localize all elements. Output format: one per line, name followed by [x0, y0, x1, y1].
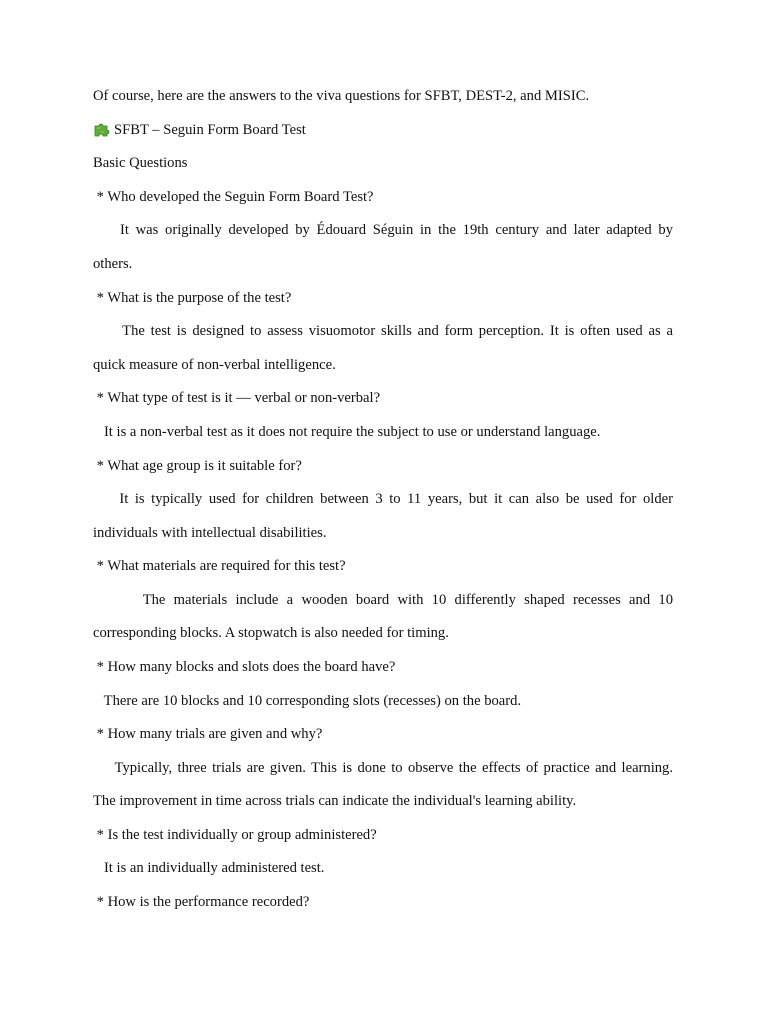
question-1: * Who developed the Seguin Form Board Test? — [93, 189, 374, 205]
question-9: * How is the performance recorded? — [93, 894, 310, 910]
section-title: SFBT – Seguin Form Board Test — [114, 122, 306, 138]
intro-text: Of course, here are the answers to the viva questions for SFBT, DEST-2, and MISIC. — [93, 88, 590, 104]
question-8: * Is the test individually or group administered? — [93, 827, 377, 843]
answer-5-line-2: corresponding blocks. A stopwatch is also needed for timing. — [93, 625, 449, 641]
answer-1-line-1: It was originally developed by Édouard Séguin in the 19th century and later adapted by — [93, 222, 674, 238]
answer-4-line-1: It is typically used for children between 3 to 11 years, but it can also be used for older — [93, 491, 673, 507]
question-7: * How many trials are given and why? — [93, 726, 323, 742]
answer-1-line-2: others. — [93, 256, 133, 272]
answer-3-line-1: It is a non-verbal test as it does not require the subject to use or understand language. — [93, 424, 601, 440]
section-heading — [93, 121, 306, 139]
section-subtitle: Basic Questions — [93, 155, 188, 171]
answer-5-line-1: The materials include a wooden board with 10 differently shaped recesses and 10 — [93, 592, 673, 608]
question-3: * What type of test is it — verbal or non-verbal? — [93, 390, 381, 406]
answer-4-line-2: individuals with intellectual disabilities. — [93, 525, 327, 541]
question-4: * What age group is it suitable for? — [93, 458, 302, 474]
question-5: * What materials are required for this test? — [93, 558, 346, 574]
question-2: * What is the purpose of the test? — [93, 290, 292, 306]
puzzle-piece-icon — [93, 121, 111, 137]
answer-8-line-1: It is an individually administered test. — [93, 860, 325, 876]
answer-7-line-1: Typically, three trials are given. This is done to observe the effects of practice and learning. — [93, 760, 673, 776]
question-6: * How many blocks and slots does the board have? — [93, 659, 396, 675]
answer-2-line-1: The test is designed to assess visuomotor skills and form perception. It is often used as a — [93, 323, 673, 339]
answer-7-line-2: The improvement in time across trials can indicate the individual's learning ability. — [93, 793, 577, 809]
answer-2-line-2: quick measure of non-verbal intelligence. — [93, 357, 336, 373]
answer-6-line-1: There are 10 blocks and 10 corresponding slots (recesses) on the board. — [93, 693, 522, 709]
